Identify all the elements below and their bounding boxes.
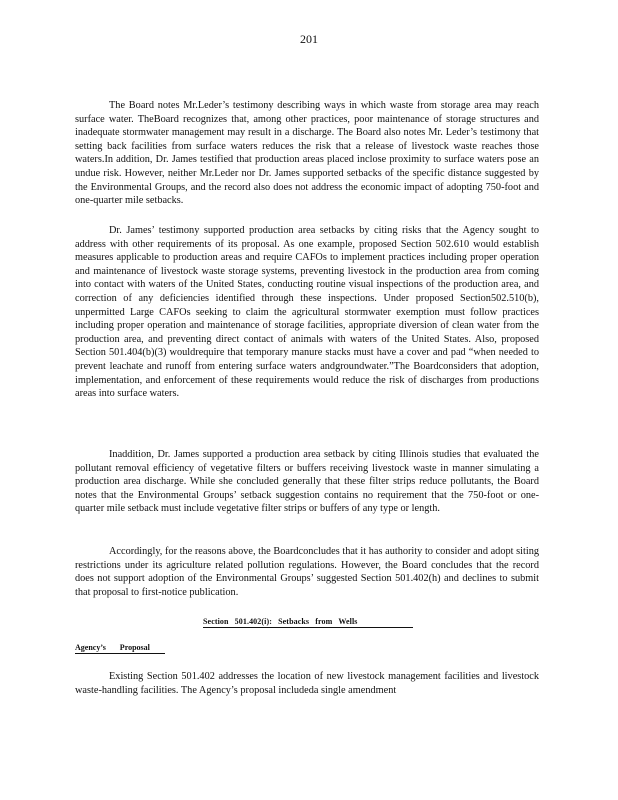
paragraph-text: Existing Section 501.402 addresses the location of new livestock management facilities and livestock waste-handling facilities. The Agency’s proposal includeda single amendment — [75, 671, 539, 696]
paragraph-illinois-studies — [75, 448, 539, 516]
paragraph-james-testimony — [75, 224, 539, 401]
paragraph-text: Inaddition, Dr. James supported a production area setback by citing Illinois studies that evaluated the pollutant removal efficiency of vegetative filters or buffers receiving livestock waste in manner simulating a production area discharge. While she concluded generally that these filter strips reduce pollutants, the Board notes that the Environmental Groups’ setback suggestion contains no requirement that the 750-foot or one-quarter mile setback must include vegetative filter strips or buffers of any type or length. — [75, 449, 539, 515]
paragraph-conclusion — [75, 545, 539, 599]
page-number: 201 — [300, 32, 318, 46]
paragraph-existing-section — [75, 670, 539, 697]
paragraph-text: Dr. James’ testimony supported production area setbacks by citing risks that the Agency sought to address with other requirements of its proposal. As one example, proposed Section 502.610 would establish measures applicable to production areas and require CAFOs to implement practices including proper operation and maintenance of livestock waste storage systems, preventing livestock in the production area from coming into contact with waters of the United States, conducting routine visual inspections of the production area, and correction of any deficiencies identified through these inspections. Under proposed Section502.510(b), unpermitted Large CAFOs seeking to claim the agricultural stormwater exemption must follow practices including proper operation and maintenance of storage facilities, appropriate diversion of clean water from the production area, and preventing direct contact of animals with waters of the United States. Also, proposed Section 501.404(b)(3) wouldrequire that temporary manure stacks must have a cover and pad “when needed to prevent leachate and runoff from entering surface waters andgroundwater.”The Boardconsiders that adoption, implementation, and enforcement of these requirements would reduce the risk of discharges from productions areas into surface waters. — [75, 225, 539, 400]
section-heading: Section 501.402(i): Setbacks from Wells — [203, 617, 413, 628]
paragraph-board-notes — [75, 99, 539, 208]
paragraph-text: Accordingly, for the reasons above, the Boardconcludes that it has authority to consider and adopt siting restrictions under its agriculture related pollution regulations. However, the Board concludes that the record does not support adoption of the Environmental Groups’ suggested Section 501.402(h) and declines to submit that proposal to first-notice publication. — [75, 546, 539, 598]
paragraph-text: The Board notes Mr.Leder’s testimony describing ways in which waste from storage area may reach surface water. TheBoard recognizes that, among other practices, poor maintenance of storage structures and inadequate stormwater management may result in a discharge. The Board also notes Mr. Leder’s testimony that setting back facilities from surface waters reduces the risk that a release of livestock waste reaches those waters.In addition, Dr. James testified that production areas placed inclose proximity to surface waters pose an undue risk. However, neither Mr.Leder nor Dr. James supported setbacks of the specific distance suggested by the Environmental Groups, and the record also does not address the economic impact of adopting 750-foot and one-quarter mile setbacks. — [75, 100, 539, 207]
subheading-agency-proposal: Agency’s Proposal — [75, 643, 165, 654]
